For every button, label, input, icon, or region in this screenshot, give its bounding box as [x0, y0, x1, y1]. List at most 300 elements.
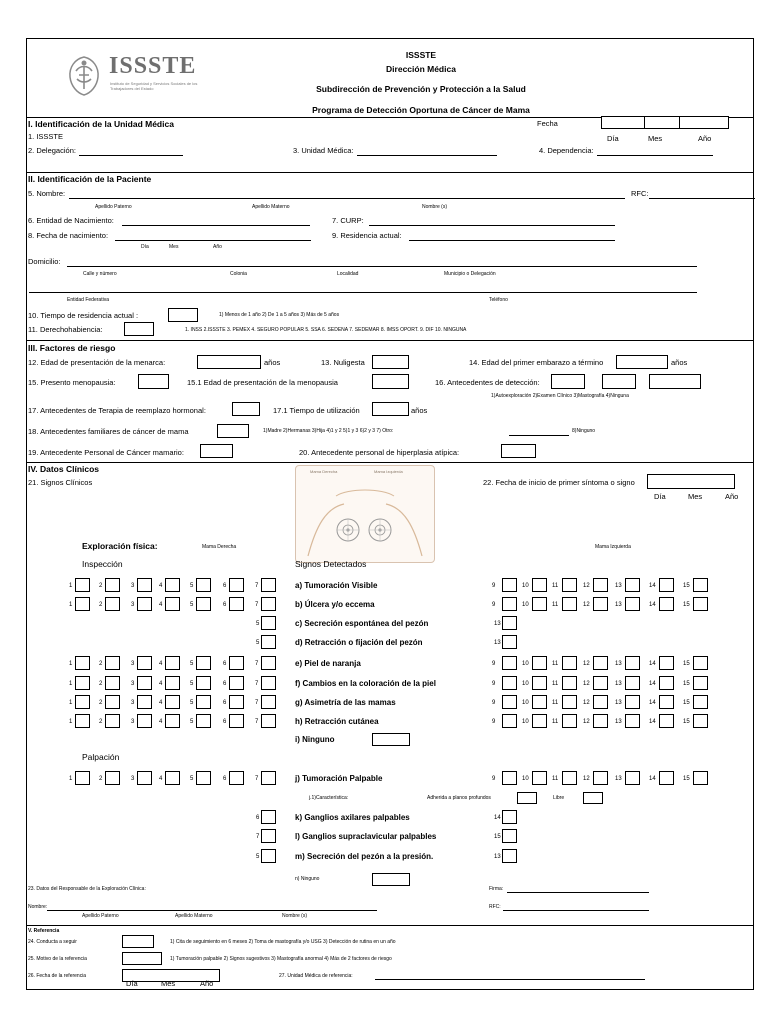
sign-b-left-num: 14	[649, 602, 656, 608]
breast-diagram	[295, 465, 435, 563]
sign-g-left-num: 13	[615, 700, 622, 706]
sign-b-left-box-11[interactable]	[562, 597, 577, 611]
sign-g-left-box-9[interactable]	[502, 695, 517, 709]
sign-b-right-box-5[interactable]	[196, 597, 211, 611]
hiperplasia-box[interactable]	[501, 444, 536, 458]
sign-h-right-num: 3	[131, 719, 135, 725]
sign-g-right-box-2[interactable]	[105, 695, 120, 709]
fecha-divider	[679, 116, 680, 129]
sign-k: k) Ganglios axilares palpables	[295, 813, 410, 822]
resp-firma-field[interactable]	[507, 892, 649, 893]
sign-j-right-box-1[interactable]	[75, 771, 90, 785]
sign-b-left-num: 10	[522, 602, 529, 608]
fecha-inicio-dia: Día	[654, 492, 666, 501]
sign-g-left-num: 9	[492, 700, 496, 706]
menopausia-edad-label: 15.1 Edad de presentación de la menopausia	[187, 378, 338, 387]
sign-f-left-box-10[interactable]	[532, 676, 547, 690]
section2-title: II. Identificación de la Paciente	[28, 174, 152, 184]
sign-c-left-box[interactable]	[502, 616, 517, 630]
sign-j-left-num: 13	[615, 776, 622, 782]
sign-h-right-num: 4	[159, 719, 163, 725]
sign-h-left-num: 13	[615, 719, 622, 725]
form-page	[26, 38, 754, 990]
sign-g-right-num: 3	[131, 700, 135, 706]
sign-e-left-box-13[interactable]	[625, 656, 640, 670]
issste-logo	[63, 51, 213, 101]
menarca-box[interactable]	[197, 355, 261, 369]
sign-g-left-num: 10	[522, 700, 529, 706]
nombre-label: 5. Nombre:	[28, 189, 66, 198]
embarazo-box[interactable]	[616, 355, 668, 369]
sign-g-left-box-15[interactable]	[693, 695, 708, 709]
responsable-label: 23. Datos del Responsable de la Exploración Clínica:	[28, 886, 146, 892]
rfc-field[interactable]	[649, 198, 755, 199]
delegacion-label: 2. Delegación:	[28, 146, 76, 155]
sign-e-right-num: 2	[99, 661, 103, 667]
motivo-label: 25. Motivo de la referencia	[28, 956, 87, 962]
unidad-ref-field[interactable]	[375, 979, 645, 980]
tiempo-res-label: 10. Tiempo de residencia actual :	[28, 311, 139, 320]
unidad-ref-label: 27. Unidad Médica de referencia:	[279, 973, 353, 979]
sign-g-left-box-11[interactable]	[562, 695, 577, 709]
sign-a-left-box-15[interactable]	[693, 578, 708, 592]
sign-j-left-box-14[interactable]	[659, 771, 674, 785]
sign-j-left-num: 15	[683, 776, 690, 782]
sign-j-left-num: 11	[552, 776, 559, 782]
sign-h-right-num: 6	[223, 719, 227, 725]
sign-h-right-box-3[interactable]	[137, 714, 152, 728]
sign-e-left-num: 14	[649, 661, 656, 667]
sign-b-left-num: 9	[492, 602, 496, 608]
sign-a-left-num: 14	[649, 583, 656, 589]
sign-g-right-num: 4	[159, 700, 163, 706]
sign-g-right-num: 6	[223, 700, 227, 706]
sign-a-left-box-10[interactable]	[532, 578, 547, 592]
conducta-label: 24. Conducta a seguir	[28, 939, 77, 945]
sign-f-left-box-12[interactable]	[593, 676, 608, 690]
sign-h-left-box-9[interactable]	[502, 714, 517, 728]
sign-e-right-box-2[interactable]	[105, 656, 120, 670]
familiares-box[interactable]	[217, 424, 249, 438]
sign-g-right-box-7[interactable]	[261, 695, 276, 709]
tiempo-res-box[interactable]	[168, 308, 198, 322]
sign-j-right-num: 3	[131, 776, 135, 782]
sign-a-right-box-3[interactable]	[137, 578, 152, 592]
sign-b-right-num: 4	[159, 602, 163, 608]
sign-e-left-box-9[interactable]	[502, 656, 517, 670]
sign-b-left-box-10[interactable]	[532, 597, 547, 611]
sign-g-left-num: 15	[683, 700, 690, 706]
motivo-box[interactable]	[122, 952, 162, 965]
sign-g-right-num: 2	[99, 700, 103, 706]
sign-b-left-num: 12	[583, 602, 590, 608]
sign-e-left-num: 11	[552, 661, 559, 667]
sign-j-right-box-4[interactable]	[165, 771, 180, 785]
sign-j-right-box-6[interactable]	[229, 771, 244, 785]
sign-c-left-num: 13	[494, 621, 501, 627]
sign-e-left-num: 13	[615, 661, 622, 667]
sign-h-left-num: 11	[552, 719, 559, 725]
sign-h-right-box-5[interactable]	[196, 714, 211, 728]
mama-derecha-caption: Mama Derecha	[202, 544, 237, 550]
sign-b-right-box-3[interactable]	[137, 597, 152, 611]
sign-j-left-num: 14	[649, 776, 656, 782]
localidad-caption: Localidad	[337, 271, 359, 277]
sign-f-left-box-13[interactable]	[625, 676, 640, 690]
libre-box[interactable]	[583, 792, 603, 804]
deteccion-box-1[interactable]	[551, 374, 585, 389]
conducta-options: 1) Cita de seguimiento en 6 meses 2) Toma de mastografía y/o USG 3) Detección de rutina en un año	[170, 939, 396, 945]
sign-j-left-box-10[interactable]	[532, 771, 547, 785]
sign-i-box[interactable]	[372, 733, 410, 746]
sign-f-left-num: 15	[683, 681, 690, 687]
sign-f-right-box-3[interactable]	[137, 676, 152, 690]
sign-j-left-box-13[interactable]	[625, 771, 640, 785]
sign-e-right-num: 7	[255, 661, 259, 667]
sign-b-right-num: 6	[223, 602, 227, 608]
breast-outline-icon	[296, 466, 434, 562]
section5-title: V. Referencia	[28, 928, 60, 934]
sign-g-left-box-14[interactable]	[659, 695, 674, 709]
resp-nombre-label: Nombre:	[28, 904, 48, 910]
fecha-inicio-ano: Año	[725, 492, 739, 501]
sign-f-right-box-1[interactable]	[75, 676, 90, 690]
header-line1: ISSSTE	[405, 50, 437, 60]
sign-h-left-box-10[interactable]	[532, 714, 547, 728]
sign-e-left-box-15[interactable]	[693, 656, 708, 670]
rfc-label: RFC:	[631, 189, 649, 198]
sign-j-right-box-2[interactable]	[105, 771, 120, 785]
unidad-field[interactable]	[357, 155, 497, 156]
sign-g-right-box-1[interactable]	[75, 695, 90, 709]
menopausia-edad-box[interactable]	[372, 374, 409, 389]
sign-b-right-box-1[interactable]	[75, 597, 90, 611]
sign-h-right-box-6[interactable]	[229, 714, 244, 728]
sign-a-left-box-14[interactable]	[659, 578, 674, 592]
fecha-ref-dia: Día	[126, 979, 138, 988]
entidad-label: 6. Entidad de Nacimiento:	[28, 216, 114, 225]
sign-a-right-num: 1	[69, 583, 73, 589]
sign-h-left-num: 9	[492, 719, 496, 725]
sign-g-right-box-4[interactable]	[165, 695, 180, 709]
sign-g-right-num: 5	[190, 700, 194, 706]
sign-a-left-num: 13	[615, 583, 622, 589]
domicilio-field[interactable]	[67, 266, 697, 267]
sign-h-right-box-2[interactable]	[105, 714, 120, 728]
divider	[27, 925, 753, 926]
sign-a: a) Tumoración Visible	[295, 581, 378, 590]
sign-a-right-num: 7	[255, 583, 259, 589]
sign-h-left-box-13[interactable]	[625, 714, 640, 728]
sign-b-right-box-7[interactable]	[261, 597, 276, 611]
sign-c: c) Secreción espontánea del pezón	[295, 619, 429, 628]
eagle-seal-icon	[63, 53, 105, 97]
ap-materno-caption: Apellido Materno	[252, 204, 290, 210]
sign-b-left-num: 15	[683, 602, 690, 608]
sign-a-right-num: 3	[131, 583, 135, 589]
fecha-ano: Año	[698, 134, 712, 143]
sign-f-right-num: 7	[255, 681, 259, 687]
sign-a-right-box-1[interactable]	[75, 578, 90, 592]
sign-e-right-box-6[interactable]	[229, 656, 244, 670]
sign-b-right-num: 3	[131, 602, 135, 608]
fecha-nac-field[interactable]	[115, 240, 311, 241]
tiempo-util-label: 17.1 Tiempo de utilización	[273, 406, 360, 415]
sign-e-right-num: 1	[69, 661, 73, 667]
sign-b-left-box-15[interactable]	[693, 597, 708, 611]
fecha-inicio-box[interactable]	[647, 474, 735, 489]
sign-e-right-num: 5	[190, 661, 194, 667]
menopausia-box[interactable]	[138, 374, 169, 389]
sign-f-left-num: 11	[552, 681, 559, 687]
section4-title: IV. Datos Clínicos	[28, 464, 100, 474]
sign-f-right-box-5[interactable]	[196, 676, 211, 690]
sign-h-right-num: 7	[255, 719, 259, 725]
sign-f-left-num: 9	[492, 681, 496, 687]
fecha-ref-label: 26. Fecha de la referencia	[28, 973, 87, 979]
sign-h-left-box-11[interactable]	[562, 714, 577, 728]
sign-e-left-num: 15	[683, 661, 690, 667]
derecho-label: 11. Derechohabiencia:	[28, 325, 103, 334]
sign-f-right-box-7[interactable]	[261, 676, 276, 690]
sign-a-right-box-5[interactable]	[196, 578, 211, 592]
deteccion-box-3[interactable]	[649, 374, 701, 389]
sign-b-left-box-14[interactable]	[659, 597, 674, 611]
sign-b-left-box-9[interactable]	[502, 597, 517, 611]
sign-a-left-box-12[interactable]	[593, 578, 608, 592]
sign-f-right-num: 3	[131, 681, 135, 687]
derecho-box[interactable]	[124, 322, 154, 336]
sign-j-left-box-15[interactable]	[693, 771, 708, 785]
sign-e-left-box-10[interactable]	[532, 656, 547, 670]
sign-l-right-num: 7	[256, 834, 260, 840]
dependencia-field[interactable]	[597, 155, 713, 156]
sign-b-right-box-6[interactable]	[229, 597, 244, 611]
entidad-fed-caption: Entidad Federativa	[67, 297, 109, 303]
sign-j-left-box-11[interactable]	[562, 771, 577, 785]
sign-e-right-box-7[interactable]	[261, 656, 276, 670]
fecha-nac-label: 8. Fecha de nacimiento:	[28, 231, 109, 240]
sign-b-right-num: 2	[99, 602, 103, 608]
sign-j-right-num: 6	[223, 776, 227, 782]
sign-f-right-box-2[interactable]	[105, 676, 120, 690]
sign-j-right-num: 5	[190, 776, 194, 782]
divider	[27, 462, 753, 463]
fecha-nac-ano: Año	[213, 244, 222, 250]
sign-h-left-box-14[interactable]	[659, 714, 674, 728]
sign-f-left-box-9[interactable]	[502, 676, 517, 690]
sign-f-right-num: 4	[159, 681, 163, 687]
sign-m-right-box[interactable]	[261, 849, 276, 863]
sign-g-left-box-12[interactable]	[593, 695, 608, 709]
sign-g-right-box-3[interactable]	[137, 695, 152, 709]
sign-f-left-num: 12	[583, 681, 590, 687]
sign-g-right-num: 1	[69, 700, 73, 706]
sign-j-right-box-7[interactable]	[261, 771, 276, 785]
nombre-field[interactable]	[69, 198, 625, 199]
sign-g-right-num: 7	[255, 700, 259, 706]
telefono-caption: Teléfono	[489, 297, 508, 303]
sign-e-right-box-4[interactable]	[165, 656, 180, 670]
sign-j-right-box-3[interactable]	[137, 771, 152, 785]
sign-b-left-box-12[interactable]	[593, 597, 608, 611]
sign-e-right-box-1[interactable]	[75, 656, 90, 670]
sign-a-right-box-7[interactable]	[261, 578, 276, 592]
personal-box[interactable]	[200, 444, 233, 458]
menarca-label: 12. Edad de presentación de la menarca:	[28, 358, 166, 367]
sign-b-right-box-2[interactable]	[105, 597, 120, 611]
sign-b-right-num: 5	[190, 602, 194, 608]
delegacion-field[interactable]	[79, 155, 183, 156]
terapia-box[interactable]	[232, 402, 260, 416]
fecha-dia: Día	[607, 134, 619, 143]
divider	[27, 172, 753, 173]
sign-b: b) Úlcera y/o eccema	[295, 600, 375, 609]
signos-label: 21. Signos Clínicos	[28, 478, 93, 487]
fecha-nac-dia: Día	[141, 244, 149, 250]
resp-firma-label: Firma:	[489, 886, 504, 892]
colonia-caption: Colonia	[230, 271, 247, 277]
sign-e: e) Piel de naranja	[295, 659, 361, 668]
resp-ap-paterno: Apellido Paterno	[82, 913, 119, 919]
sign-d-left-box[interactable]	[502, 635, 517, 649]
curp-field[interactable]	[369, 225, 615, 226]
sign-m-right-num: 5	[256, 854, 260, 860]
menopausia-label: 15. Presento menopausia:	[28, 378, 116, 387]
sign-k-right-box[interactable]	[261, 810, 276, 824]
sign-a-left-num: 15	[683, 583, 690, 589]
sign-e-left-box-11[interactable]	[562, 656, 577, 670]
sign-k-left-box[interactable]	[502, 810, 517, 824]
sign-f-right-num: 2	[99, 681, 103, 687]
signos-detectados-label: Signos Detectados	[295, 559, 367, 569]
sign-g-left-num: 12	[583, 700, 590, 706]
fecha-ref-mes: Mes	[161, 979, 176, 988]
sign-l-left-box[interactable]	[502, 829, 517, 843]
sign-c-right-box[interactable]	[261, 616, 276, 630]
tiempo-util-box[interactable]	[372, 402, 409, 416]
sign-g-left-box-13[interactable]	[625, 695, 640, 709]
sign-g-left-num: 11	[552, 700, 559, 706]
section1-title: I. Identificación de la Unidad Médica	[28, 119, 174, 129]
domicilio-field-2[interactable]	[29, 292, 697, 293]
divider	[27, 340, 753, 341]
sign-f-left-box-15[interactable]	[693, 676, 708, 690]
fecha-field[interactable]	[601, 116, 729, 129]
sign-h-right-box-7[interactable]	[261, 714, 276, 728]
sign-a-left-box-13[interactable]	[625, 578, 640, 592]
sign-j-left-box-12[interactable]	[593, 771, 608, 785]
domicilio-label: Domicilio:	[28, 257, 61, 266]
palpacion-label: Palpación	[82, 752, 120, 762]
sign-f: f) Cambios en la coloración de la piel	[295, 679, 436, 688]
sign-g-right-box-5[interactable]	[196, 695, 211, 709]
sign-n-box[interactable]	[372, 873, 410, 886]
sign-h-left-num: 10	[522, 719, 529, 725]
sign-e-right-box-5[interactable]	[196, 656, 211, 670]
resp-rfc-field[interactable]	[503, 910, 649, 911]
fecha-ref-ano: Año	[200, 979, 214, 988]
sign-a-left-box-11[interactable]	[562, 578, 577, 592]
sign-f-right-box-4[interactable]	[165, 676, 180, 690]
sign-h: h) Retracción cutánea	[295, 717, 379, 726]
sign-j-right-num: 2	[99, 776, 103, 782]
residencia-field[interactable]	[409, 240, 615, 241]
tiempo-res-options: 1) Menos de 1 año 2) De 1 a 5 años 3) Más de 5 años	[219, 312, 340, 318]
nuligesta-box[interactable]	[372, 355, 409, 369]
sign-h-right-box-4[interactable]	[165, 714, 180, 728]
adherida-box[interactable]	[517, 792, 537, 804]
mama-izquierda-caption: Mama Izquierda	[595, 544, 631, 550]
sign-a-left-box-9[interactable]	[502, 578, 517, 592]
entidad-field[interactable]	[122, 225, 310, 226]
dependencia-label: 4. Dependencia:	[539, 146, 594, 155]
sign-a-right-box-4[interactable]	[165, 578, 180, 592]
sign-g-right-box-6[interactable]	[229, 695, 244, 709]
exploracion-label: Exploración física:	[82, 541, 158, 551]
conducta-box[interactable]	[122, 935, 154, 948]
sign-f-left-box-14[interactable]	[659, 676, 674, 690]
residencia-label: 9. Residencia actual:	[332, 231, 402, 240]
sign-b-left-box-13[interactable]	[625, 597, 640, 611]
sign-a-right-box-6[interactable]	[229, 578, 244, 592]
sign-j-right-box-5[interactable]	[196, 771, 211, 785]
sign-d-right-box[interactable]	[261, 635, 276, 649]
sign-e-left-box-12[interactable]	[593, 656, 608, 670]
embarazo-label: 14. Edad del primer embarazo a término	[469, 358, 604, 367]
sign-a-right-num: 4	[159, 583, 163, 589]
fecha-inicio-label: 22. Fecha de inicio de primer síntoma o signo	[483, 478, 635, 487]
sign-b-right-num: 7	[255, 602, 259, 608]
sign-k-right-num: 6	[256, 815, 260, 821]
familiares-options: 1)Madre 2)Hermanas 3)Hija 4)1 y 2 5)1 y 3 6)2 y 3 7) Otro:	[263, 428, 394, 434]
resp-nombre-field[interactable]	[47, 910, 377, 911]
sign-f-left-box-11[interactable]	[562, 676, 577, 690]
sign-a-right-box-2[interactable]	[105, 578, 120, 592]
curp-label: 7. CURP:	[332, 216, 364, 225]
fecha-inicio-mes: Mes	[688, 492, 703, 501]
sign-n: n) Ninguno	[295, 876, 320, 882]
sign-b-right-box-4[interactable]	[165, 597, 180, 611]
sign-a-left-num: 10	[522, 583, 529, 589]
sign-h-left-num: 14	[649, 719, 656, 725]
terapia-label: 17. Antecedentes de Terapia de reemplazo hormonal:	[28, 406, 206, 415]
sign-g: g) Asimetría de las mamas	[295, 698, 396, 707]
familiares-otro-field[interactable]	[509, 435, 569, 436]
deteccion-box-2[interactable]	[602, 374, 636, 389]
sign-e-right-box-3[interactable]	[137, 656, 152, 670]
sign-j-left-box-9[interactable]	[502, 771, 517, 785]
sign-g-left-box-10[interactable]	[532, 695, 547, 709]
sign-h-right-box-1[interactable]	[75, 714, 90, 728]
sign-e-left-num: 12	[583, 661, 590, 667]
sign-h-left-box-12[interactable]	[593, 714, 608, 728]
sign-l: l) Ganglios supraclavicular palpables	[295, 832, 437, 841]
sign-j-left-num: 9	[492, 776, 496, 782]
fecha-label: Fecha	[537, 119, 558, 128]
sign-f-right-num: 6	[223, 681, 227, 687]
sign-l-right-box[interactable]	[261, 829, 276, 843]
sign-h-left-box-15[interactable]	[693, 714, 708, 728]
motivo-options: 1) Tumoración palpable 2) Signos sugestivos 3) Mastografía anormal 4) Más de 2 factores de riesgo	[170, 956, 392, 962]
embarazo-anos: años	[671, 358, 688, 367]
sign-e-left-box-14[interactable]	[659, 656, 674, 670]
sign-m-left-box[interactable]	[502, 849, 517, 863]
sign-b-left-num: 13	[615, 602, 622, 608]
sign-f-right-box-6[interactable]	[229, 676, 244, 690]
sign-j-right-num: 1	[69, 776, 73, 782]
sign-e-left-num: 10	[522, 661, 529, 667]
